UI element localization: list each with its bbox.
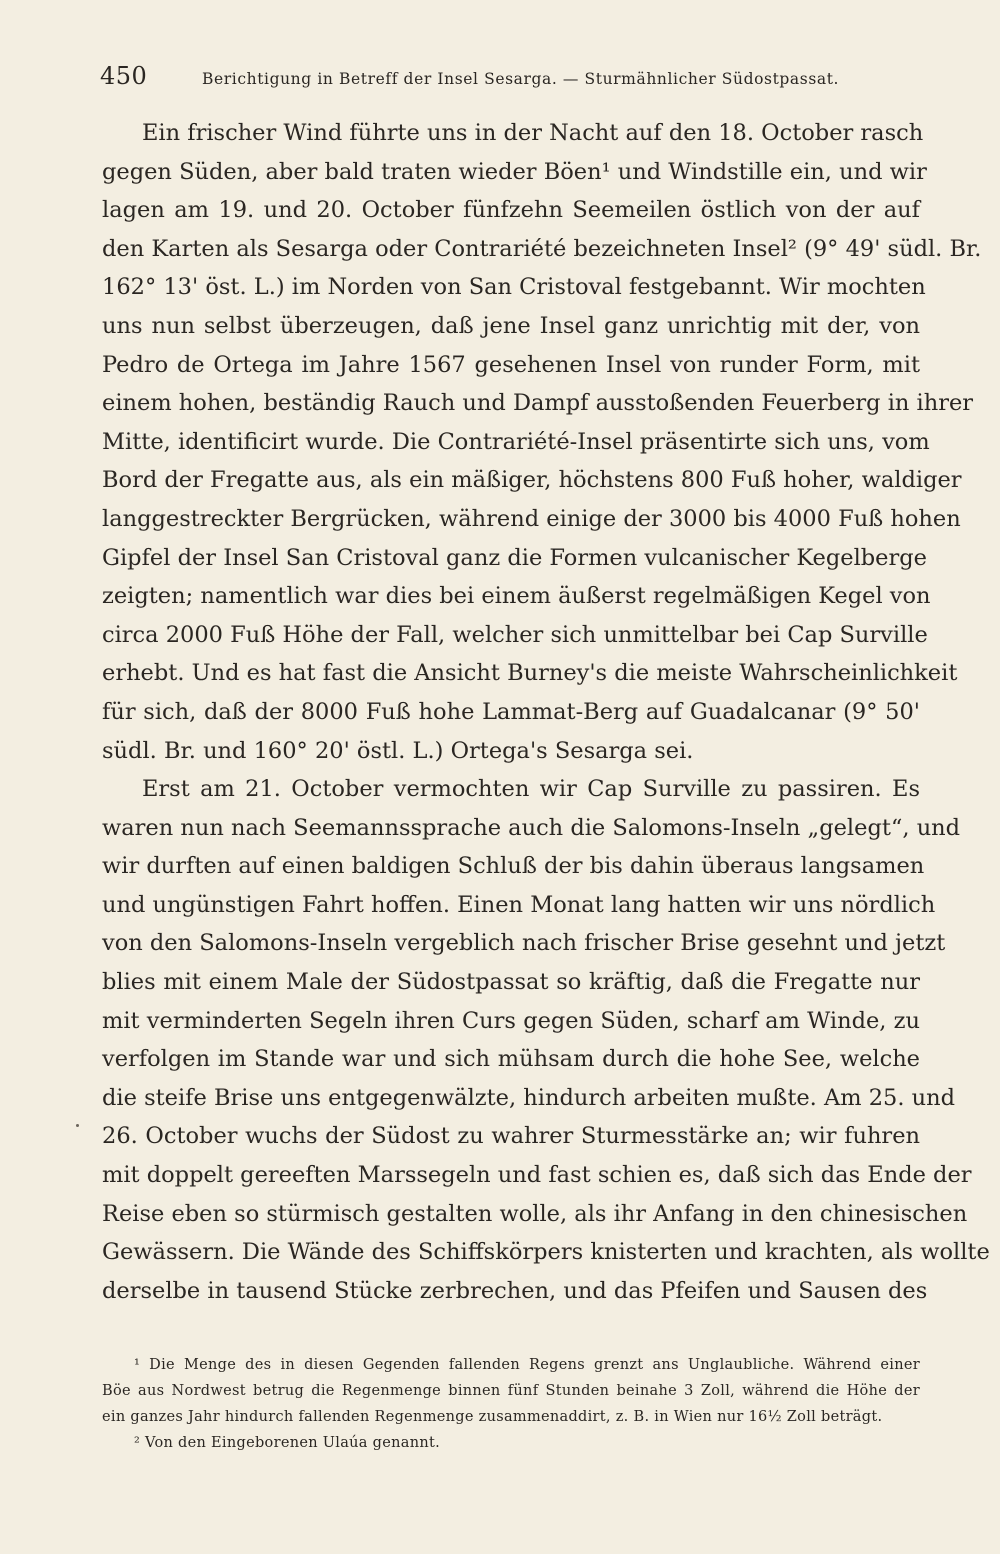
text-line: 162° 13' öst. L.) im Norden von San Cristoval festgebannt. Wir mochten	[102, 274, 926, 301]
text-line: uns nun selbst überzeugen, daß jene Insel ganz unrichtig mit der, von	[102, 312, 920, 339]
text-line: verfolgen im Stande war und sich mühsam durch die hohe See, welche	[102, 1046, 920, 1073]
paragraph	[102, 770, 990, 1310]
text-line: Bord der Fregatte aus, als ein mäßiger, höchstens 800 Fuß hoher, waldiger	[102, 467, 962, 494]
text-line: derselbe in tausend Stücke zerbrechen, und das Pfeifen und Sausen des	[102, 1277, 928, 1304]
footnotes	[102, 1352, 920, 1456]
paper-speck	[76, 1124, 79, 1127]
text-line: waren nun nach Seemannssprache auch die Salomons-Inseln „gelegt“, und	[102, 814, 961, 841]
text-line: erhebt. Und es hat fast die Ansicht Burney's die meiste Wahrscheinlichkeit	[102, 660, 958, 687]
paragraph	[102, 114, 982, 770]
footnote-2: ² Von den Eingeborenen Ulaúa genannt.	[134, 1435, 441, 1451]
text-line: Mitte, identificirt wurde. Die Contrariété-Insel präsentirte sich uns, vom	[102, 428, 930, 455]
text-line: Gewässern. Die Wände des Schiffskörpers knisterten und krachten, als wollte	[102, 1239, 990, 1266]
running-head: Berichtigung in Betreff der Insel Sesarga. — Sturmähnlicher Südostpassat.	[202, 70, 840, 88]
text-line: Pedro de Ortega im Jahre 1567 gesehenen Insel von runder Form, mit	[102, 351, 920, 378]
text-line: circa 2000 Fuß Höhe der Fall, welcher sich unmittelbar bei Cap Surville	[102, 621, 928, 648]
text-line: Gipfel der Insel San Cristoval ganz die Formen vulcanischer Kegelberge	[102, 544, 927, 571]
text-line: wir durften auf einen baldigen Schluß der bis dahin überaus langsamen	[102, 853, 925, 880]
body-text	[102, 114, 990, 1310]
text-line: langgestreckter Bergrücken, während einige der 3000 bis 4000 Fuß hohen	[102, 505, 961, 532]
text-line: blies mit einem Male der Südostpassat so kräftig, daß die Fregatte nur	[102, 969, 920, 996]
page-header	[100, 62, 920, 102]
footnote-1-line: Böe aus Nordwest betrug die Regenmenge binnen fünf Stunden beinahe 3 Zoll, während die Höhe der	[102, 1383, 920, 1399]
text-line: für sich, daß der 8000 Fuß hohe Lammat-Berg auf Guadalcanar (9° 50'	[102, 698, 920, 725]
text-line: den Karten als Sesarga oder Contrariété bezeichneten Insel² (9° 49' südl. Br.	[102, 235, 982, 262]
text-line: südl. Br. und 160° 20' östl. L.) Ortega's Sesarga sei.	[102, 737, 694, 764]
text-line: Reise eben so stürmisch gestalten wolle, als ihr Anfang in den chinesischen	[102, 1200, 968, 1227]
text-line: 26. October wuchs der Südost zu wahrer Sturmesstärke an; wir fuhren	[102, 1123, 920, 1150]
text-line: gegen Süden, aber bald traten wieder Böen¹ und Windstille ein, und wir	[102, 158, 927, 185]
text-line: Erst am 21. October vermochten wir Cap Surville zu passiren. Es	[142, 776, 920, 803]
footnote-1-line: ¹ Die Menge des in diesen Gegenden fallenden Regens grenzt ans Unglaubliche. Während einer	[134, 1357, 920, 1373]
text-line: lagen am 19. und 20. October fünfzehn Seemeilen östlich von der auf	[102, 197, 920, 224]
text-line: Ein frischer Wind führte uns in der Nacht auf den 18. October rasch	[142, 120, 924, 146]
text-line: von den Salomons-Inseln vergeblich nach frischer Brise gesehnt und jetzt	[102, 930, 946, 957]
text-line: die steife Brise uns entgegenwälzte, hindurch arbeiten mußte. Am 25. und	[102, 1084, 956, 1111]
text-line: zeigten; namentlich war dies bei einem äußerst regelmäßigen Kegel von	[102, 583, 931, 610]
text-line: und ungünstigen Fahrt hoffen. Einen Monat lang hatten wir uns nördlich	[102, 891, 936, 918]
text-line: mit doppelt gereeften Marssegeln und fast schien es, daß sich das Ende der	[102, 1162, 972, 1189]
footnote-1-line: ein ganzes Jahr hindurch fallenden Regenmenge zusammenaddirt, z. B. in Wien nur 16½ Zoll beträgt.	[102, 1409, 883, 1425]
text-line: einem hohen, beständig Rauch und Dampf ausstoßenden Feuerberg in ihrer	[102, 390, 974, 417]
page-number: 450	[100, 62, 148, 90]
text-line: mit verminderten Segeln ihren Curs gegen Süden, scharf am Winde, zu	[102, 1007, 920, 1034]
